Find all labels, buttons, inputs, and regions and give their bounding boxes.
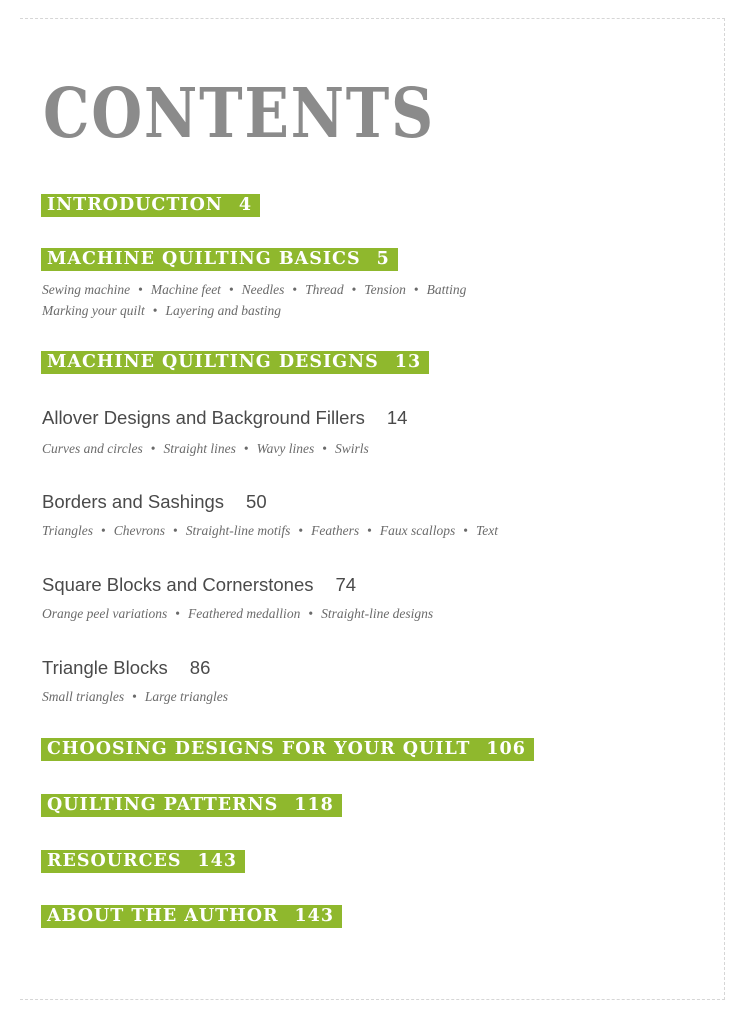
- subtopic: Large triangles: [144, 689, 229, 704]
- section-page: 5: [376, 249, 390, 269]
- toc-section-resources[interactable]: [41, 850, 245, 873]
- bullet: •: [308, 606, 314, 621]
- subtopic: Batting: [426, 282, 467, 297]
- bullet: •: [228, 282, 234, 297]
- bullet: •: [173, 523, 178, 538]
- toc-topic-allover-designs[interactable]: [42, 406, 407, 430]
- section-label: INTRODUCTION: [47, 195, 223, 215]
- section-label: ABOUT THE AUTHOR: [47, 906, 279, 926]
- bullet: •: [298, 523, 304, 538]
- subtopic: Faux scallops: [379, 523, 456, 538]
- subtopic: Text: [475, 523, 498, 538]
- topic-page: 14: [386, 407, 408, 428]
- subtopic: Feathered medallion: [187, 606, 301, 621]
- toc-section-introduction[interactable]: [41, 194, 260, 217]
- bullet: •: [132, 689, 137, 704]
- subtopic-line-borders: [42, 521, 498, 541]
- subtopic: Marking your quilt: [42, 303, 145, 318]
- section-page: 106: [486, 739, 526, 759]
- toc-topic-triangle-blocks[interactable]: [42, 656, 210, 680]
- topic-page: 86: [189, 657, 211, 678]
- subtopic: Swirls: [334, 441, 369, 456]
- bullet: •: [367, 523, 372, 538]
- subtopic: Curves and circles: [42, 441, 143, 456]
- subtopic: Chevrons: [113, 523, 165, 538]
- bullet: •: [152, 303, 158, 318]
- toc-topic-square-blocks[interactable]: [42, 573, 356, 597]
- toc-section-machine-quilting-designs[interactable]: [41, 351, 429, 374]
- subtopic: Straight lines: [163, 441, 236, 456]
- subtopic: Feathers: [311, 523, 360, 538]
- subtopic: Machine feet: [150, 282, 221, 297]
- bullet: •: [413, 282, 419, 297]
- topic-page: 74: [335, 574, 357, 595]
- toc-section-machine-quilting-basics[interactable]: [41, 248, 398, 271]
- subtopic: Wavy lines: [256, 441, 315, 456]
- bullet: •: [292, 282, 298, 297]
- toc-section-choosing-designs[interactable]: [41, 738, 534, 761]
- section-label: QUILTING PATTERNS: [47, 795, 279, 815]
- bullet: •: [138, 282, 143, 297]
- toc-section-about-the-author[interactable]: [41, 905, 342, 928]
- topic-label: Triangle Blocks: [42, 657, 168, 678]
- bullet: •: [351, 282, 357, 297]
- topic-label: Allover Designs and Background Fillers: [42, 407, 365, 428]
- section-page: 4: [238, 195, 252, 215]
- bullet: •: [243, 441, 249, 456]
- section-label: MACHINE QUILTING DESIGNS: [47, 352, 379, 372]
- subtopic-line-basics-2: [42, 301, 281, 321]
- subtopic: Thread: [305, 282, 344, 297]
- subtopic-line-basics-1: [42, 280, 466, 300]
- subtopic: Needles: [241, 282, 285, 297]
- subtopic: Straight-line motifs: [185, 523, 291, 538]
- subtopic-line-triangle-blocks: [42, 687, 228, 707]
- subtopic: Straight-line designs: [321, 606, 434, 621]
- subtopic: Tension: [364, 282, 406, 297]
- bullet: •: [101, 523, 106, 538]
- bullet: •: [175, 606, 180, 621]
- subtopic-line-allover: [42, 439, 369, 459]
- subtopic: Small triangles: [42, 689, 125, 704]
- section-page: 143: [197, 851, 238, 871]
- section-label: RESOURCES: [47, 851, 182, 871]
- page-title: CONTENTS: [43, 74, 435, 154]
- section-page: 118: [294, 795, 334, 815]
- section-page: 13: [394, 352, 422, 372]
- subtopic: Orange peel variations: [42, 606, 168, 621]
- section-page: 143: [294, 906, 335, 926]
- bullet: •: [463, 523, 468, 538]
- bullet: •: [150, 441, 156, 456]
- topic-label: Square Blocks and Cornerstones: [42, 574, 314, 595]
- topic-page: 50: [246, 491, 267, 512]
- subtopic: Triangles: [42, 523, 94, 538]
- section-label: CHOOSING DESIGNS FOR YOUR QUILT: [47, 739, 471, 759]
- bullet: •: [322, 441, 327, 456]
- topic-label: Borders and Sashings: [42, 491, 225, 512]
- subtopic: Sewing machine: [42, 282, 131, 297]
- toc-topic-borders-and-sashings[interactable]: [42, 490, 267, 514]
- subtopic-line-square-blocks: [42, 604, 433, 624]
- section-label: MACHINE QUILTING BASICS: [47, 249, 361, 269]
- toc-section-quilting-patterns[interactable]: [41, 794, 342, 817]
- subtopic: Layering and basting: [165, 303, 281, 318]
